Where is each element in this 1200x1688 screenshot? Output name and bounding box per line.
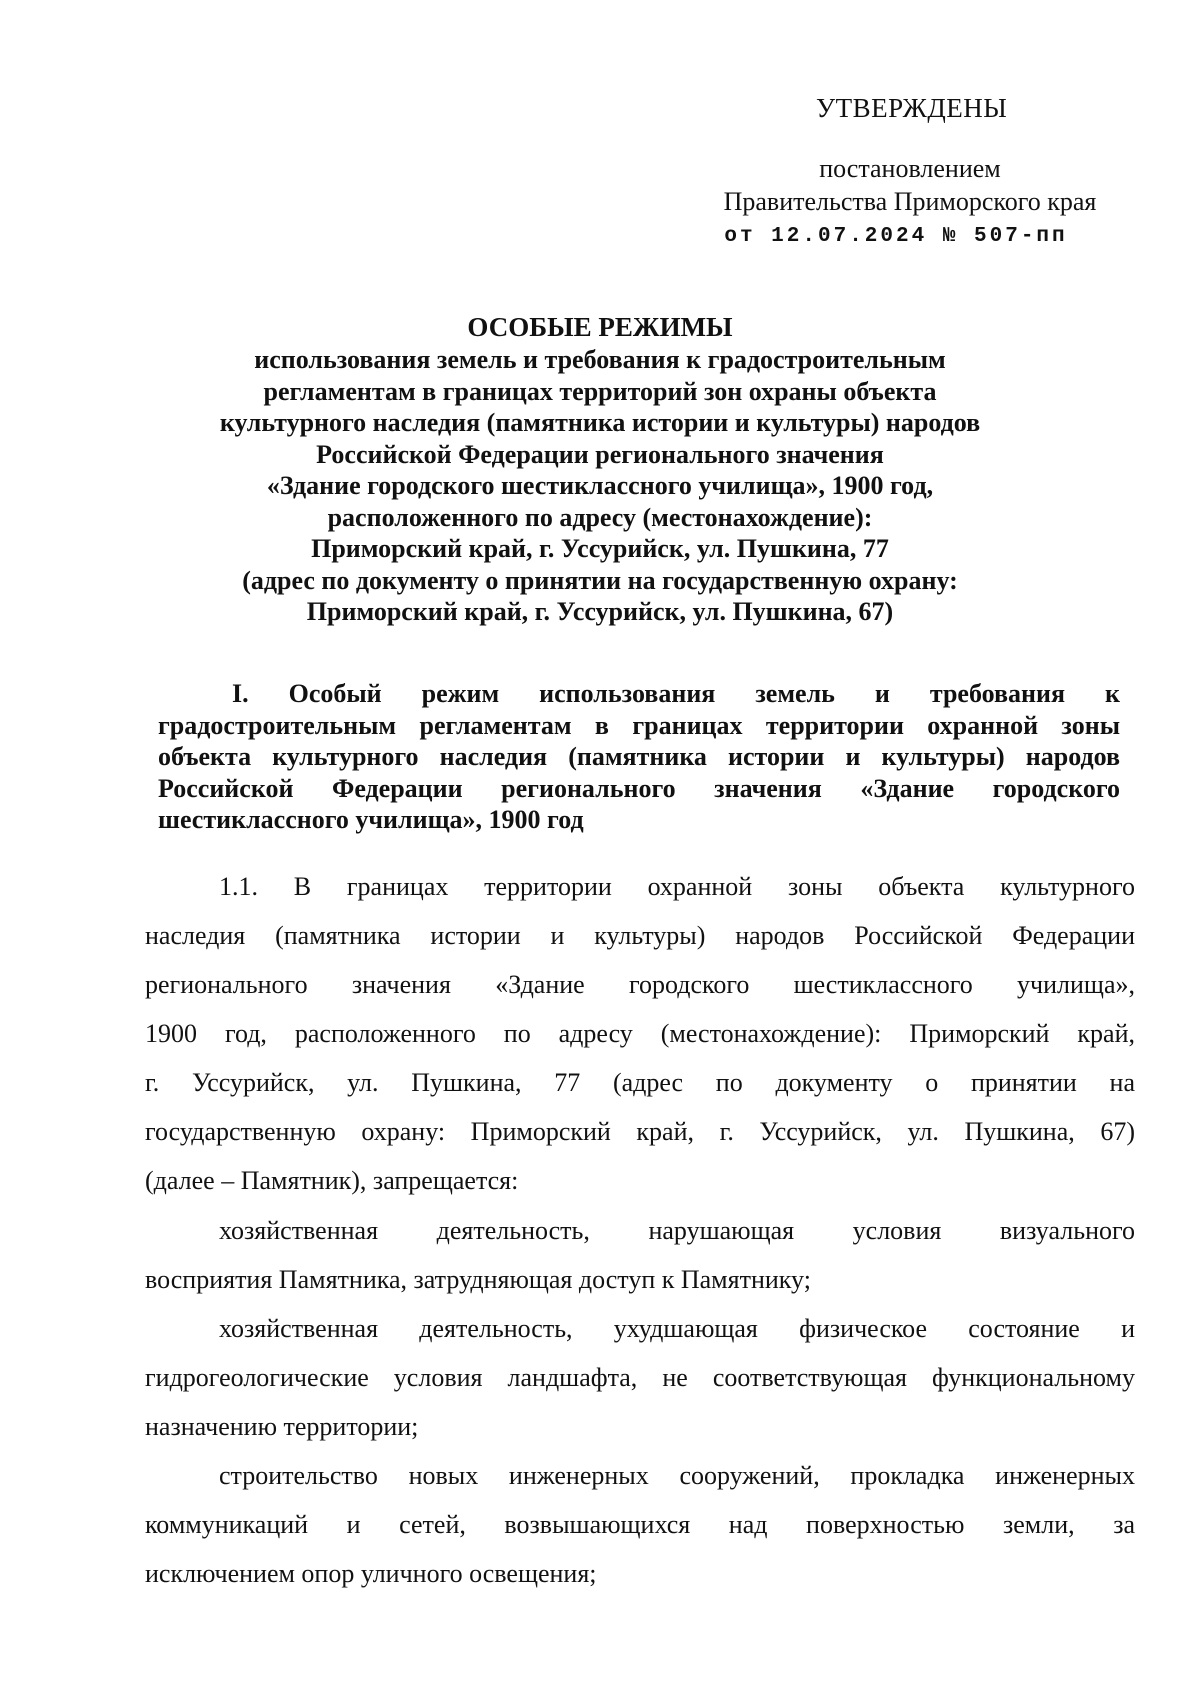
- paragraph-line: государственную охрану: Приморский край, г. Уссурийск, ул. Пушкина, 67): [145, 1117, 1135, 1146]
- paragraph-line: г. Уссурийск, ул. Пушкина, 77 (адрес по документу о принятии на: [145, 1068, 1135, 1097]
- paragraph-line: 1.1. В границах территории охранной зоны объекта культурного: [219, 872, 1135, 901]
- title-line: культурного наследия (памятника истории и культуры) народов: [219, 408, 981, 437]
- section-heading-line: градостроительным регламентам в границах территории охранной зоны: [158, 710, 1120, 740]
- title-line: (адрес по документу о принятии на государственную охрану:: [242, 565, 958, 595]
- paragraph-line: исключением опор уличного освещения;: [145, 1559, 597, 1588]
- title-line: расположенного по адресу (местонахождение):: [327, 502, 873, 532]
- title-line: Приморский край, г. Уссурийск, ул. Пушкина, 67): [306, 597, 894, 626]
- paragraph-line: назначению территории;: [145, 1412, 419, 1441]
- approval-line-1: постановлением: [819, 154, 1001, 183]
- paragraph-line: (далее – Памятник), запрещается:: [145, 1166, 519, 1195]
- title-main: ОСОБЫЕ РЕЖИМЫ: [467, 312, 733, 342]
- approved-heading: УТВЕРЖДЕНЫ: [816, 93, 1008, 123]
- title-line: Российской Федерации регионального значения: [316, 439, 884, 469]
- section-heading-line: I. Особый режим использования земель и требования к: [232, 679, 1120, 708]
- paragraph-line: восприятия Памятника, затрудняющая доступ к Памятнику;: [145, 1265, 811, 1294]
- title-line: «Здание городского шестиклассного училища», 1900 год,: [266, 471, 934, 500]
- approval-date-number-stamp: от 12.07.2024 № 507-пп: [724, 225, 1068, 248]
- approval-block: [680, 152, 1140, 253]
- title-line: регламентам в границах территорий зон охраны объекта: [263, 376, 937, 406]
- paragraph-line: хозяйственная деятельность, ухудшающая физическое состояние и: [219, 1314, 1135, 1343]
- section-1-heading: [158, 678, 1120, 836]
- title-line: использования земель и требования к градостроительным: [254, 345, 946, 374]
- section-heading-line: шестиклассного училища», 1900 год: [158, 805, 584, 834]
- approval-line-2: Правительства Приморского края: [723, 187, 1097, 216]
- title-line: Приморский край, г. Уссурийск, ул. Пушкина, 77: [311, 534, 889, 563]
- section-heading-line: Российской Федерации регионального значения «Здание городского: [158, 773, 1120, 803]
- paragraph-line: хозяйственная деятельность, нарушающая условия визуального: [219, 1216, 1135, 1245]
- paragraph-line: строительство новых инженерных сооружений, прокладка инженерных: [219, 1461, 1135, 1490]
- document-title: [140, 310, 1060, 628]
- paragraph-1-1: [145, 862, 1135, 1205]
- paragraph-line: коммуникаций и сетей, возвышающихся над поверхностью земли, за: [145, 1510, 1135, 1539]
- paragraph-line: гидрогеологические условия ландшафта, не соответствующая функциональному: [145, 1363, 1135, 1392]
- paragraph-prohibition-physical: [145, 1304, 1135, 1451]
- paragraph-prohibition-visual: [145, 1206, 1135, 1304]
- paragraph-line: регионального значения «Здание городского шестиклассного училища»,: [145, 970, 1135, 999]
- paragraph-line: наследия (памятника истории и культуры) народов Российской Федерации: [145, 921, 1135, 950]
- paragraph-prohibition-engineering: [145, 1451, 1135, 1598]
- paragraph-line: 1900 год, расположенного по адресу (местонахождение): Приморский край,: [145, 1019, 1135, 1048]
- section-heading-line: объекта культурного наследия (памятника истории и культуры) народов: [158, 742, 1120, 771]
